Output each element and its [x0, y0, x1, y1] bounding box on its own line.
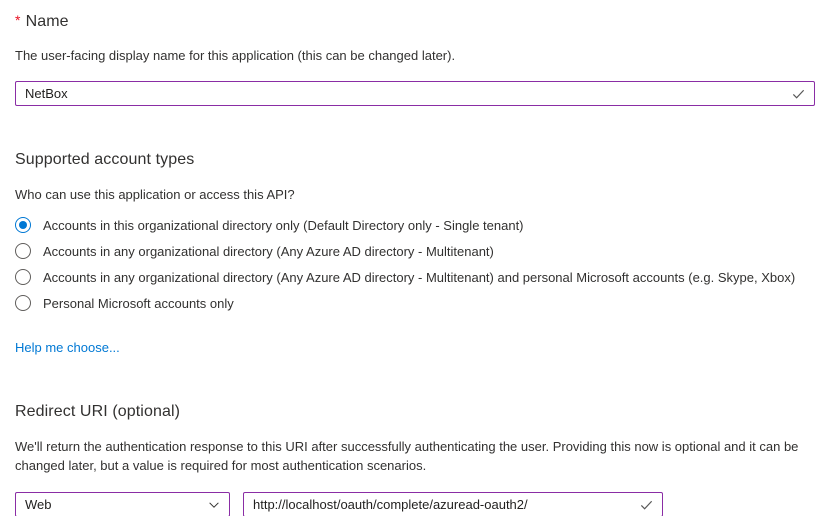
- platform-selected-value: Web: [25, 497, 52, 512]
- radio-option-label: Accounts in this organizational directory only (Default Directory only - Single tenant): [43, 217, 524, 233]
- help-me-choose-link[interactable]: Help me choose...: [15, 340, 120, 355]
- radio-option-personal-only[interactable]: [15, 290, 815, 316]
- name-label: Name: [25, 13, 69, 30]
- radio-option-single-tenant[interactable]: [15, 212, 815, 238]
- radio-option-label: Accounts in any organizational directory (Any Azure AD directory - Multitenant): [43, 243, 494, 259]
- radio-button-icon[interactable]: [15, 269, 31, 285]
- account-types-question: Who can use this application or access this API?: [15, 187, 295, 202]
- name-description: The user-facing display name for this application (this can be changed later).: [15, 48, 456, 63]
- name-input-field: [15, 81, 815, 106]
- account-types-radio-group: [15, 212, 815, 316]
- chevron-down-icon: [207, 498, 221, 512]
- radio-option-multitenant-personal[interactable]: [15, 264, 815, 290]
- redirect-uri-description: We'll return the authentication response to this URI after successfully authenticating the user. Providing this now is optional and it can be changed later, but a value is required for most authentication scenarios.: [15, 439, 799, 473]
- account-types-heading: Supported account types: [15, 151, 195, 168]
- required-asterisk: *: [15, 12, 21, 28]
- radio-option-label: Accounts in any organizational directory (Any Azure AD directory - Multitenant) and personal Microsoft accounts (e.g. Skype, Xbox): [43, 269, 796, 285]
- redirect-uri-input[interactable]: [244, 493, 662, 516]
- radio-button-icon[interactable]: [15, 243, 31, 259]
- radio-option-label: Personal Microsoft accounts only: [43, 295, 234, 311]
- radio-option-multitenant[interactable]: [15, 238, 815, 264]
- radio-button-icon[interactable]: [15, 217, 31, 233]
- redirect-uri-input-field: [243, 492, 663, 516]
- redirect-uri-heading: Redirect URI (optional): [15, 403, 181, 420]
- redirect-uri-row: [15, 492, 815, 516]
- radio-button-icon[interactable]: [15, 295, 31, 311]
- name-section-heading: [15, 12, 815, 31]
- name-input[interactable]: [16, 82, 814, 105]
- platform-select-dropdown[interactable]: [15, 492, 230, 516]
